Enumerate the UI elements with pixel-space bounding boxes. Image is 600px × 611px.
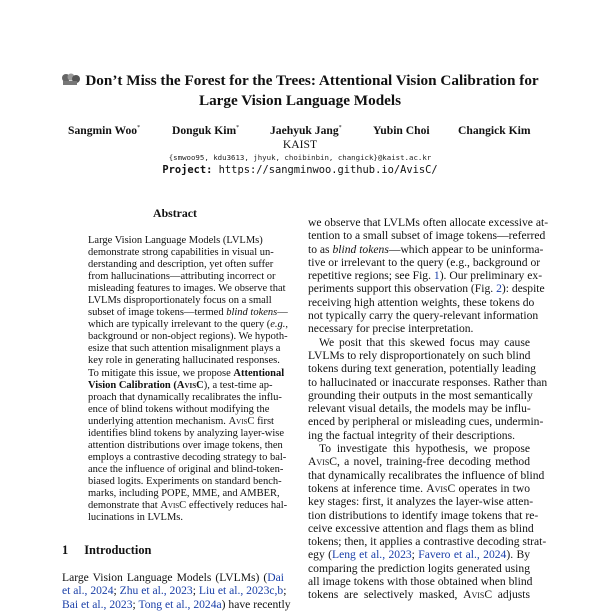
right-column-body bbox=[308, 216, 549, 602]
affiliation: KAIST bbox=[282, 138, 318, 151]
author-2: Donguk Kim* bbox=[172, 124, 240, 137]
text-span: ; bbox=[192, 584, 199, 598]
text-span: Attentional bbox=[233, 367, 285, 379]
citation-link[interactable]: et al., 2024 bbox=[62, 584, 114, 598]
text-span: ) have recently bbox=[221, 597, 291, 611]
citation-link[interactable]: 2 bbox=[496, 282, 502, 296]
citation-link[interactable]: Tong et al., 2024a bbox=[138, 597, 222, 611]
text-span: Large Vision Language Models (LVLMs) ( bbox=[62, 571, 268, 584]
text-line bbox=[88, 439, 283, 452]
text-span: necessary for precise interpretation. bbox=[308, 322, 474, 336]
text-line bbox=[88, 451, 287, 464]
text-line bbox=[308, 269, 543, 283]
text-span: Large Vision Language Models (LVLMs) bbox=[88, 235, 263, 246]
introduction-body bbox=[62, 571, 291, 611]
text-span: enced by peripheral or misleading cues, undermin- bbox=[308, 415, 544, 429]
text-line bbox=[308, 521, 534, 535]
text-line bbox=[88, 295, 272, 307]
text-span: employs a contrastive decoding strategy to bal- bbox=[88, 451, 287, 463]
text-line bbox=[308, 362, 536, 376]
text-span: subset of image tokens—termed bbox=[88, 307, 227, 319]
text-span: LVLMs disproportionately focus on a small bbox=[88, 295, 272, 307]
text-line bbox=[308, 309, 539, 323]
text-line bbox=[88, 331, 288, 343]
citation-link[interactable]: Zhu et al., 2023 bbox=[119, 584, 193, 598]
citation-link[interactable]: Bai et al., 2023 bbox=[62, 597, 133, 611]
text-span: esize that such attention misalignment plays a bbox=[88, 343, 281, 355]
text-span: relevant visual details, the models may be influ- bbox=[308, 402, 531, 416]
project-url[interactable]: https://sangminwoo.github.io/AvisC/ bbox=[218, 164, 438, 176]
text-span: — bbox=[277, 307, 288, 319]
text-span: grounding their outputs in the most semantically bbox=[308, 388, 533, 402]
text-line bbox=[88, 235, 262, 247]
author-emails: {smwoo95, kdu3613, jhyuk, choibinbin, changick}@kaist.ac.kr bbox=[168, 153, 432, 162]
text-line bbox=[308, 388, 533, 402]
text-span: blind tokens bbox=[332, 242, 389, 256]
text-span: periments support this observation (Fig. bbox=[308, 282, 497, 296]
text-span: egy ( bbox=[308, 548, 332, 562]
text-line bbox=[88, 512, 262, 524]
text-span: misleading features to images. We observe that bbox=[88, 283, 286, 295]
text-span: tokens are selectively masked, bbox=[308, 588, 464, 602]
text-span: AvisC bbox=[228, 415, 255, 427]
text-span: biased logits. Experiments on standard bench- bbox=[88, 475, 282, 487]
abstract-body bbox=[88, 235, 289, 524]
text-span: , a novel, training-free decoding method bbox=[337, 455, 530, 469]
text-span: tion distributions to identify image tokens that re- bbox=[308, 508, 539, 522]
text-line bbox=[308, 455, 530, 468]
text-line bbox=[88, 500, 288, 512]
text-line bbox=[308, 468, 545, 482]
citation-link[interactable]: 1 bbox=[433, 269, 440, 283]
text-line bbox=[308, 216, 549, 229]
text-span: lucinations in LVLMs. bbox=[88, 512, 183, 524]
text-line bbox=[308, 349, 530, 362]
text-span: attention distributions over image tokens, then bbox=[88, 439, 283, 451]
text-line bbox=[88, 319, 289, 331]
text-line bbox=[308, 575, 533, 589]
text-span: first bbox=[254, 415, 274, 427]
text-line bbox=[308, 535, 547, 549]
text-span: AvisC bbox=[426, 481, 456, 495]
text-span: ; bbox=[411, 548, 419, 562]
text-line bbox=[88, 427, 285, 440]
text-line bbox=[62, 584, 287, 598]
text-span: background or non-object regions). We hypoth- bbox=[88, 331, 288, 343]
text-line bbox=[88, 463, 284, 476]
citation-link[interactable]: Favero et al., 2024 bbox=[418, 548, 507, 562]
text-span: key role in generating hallucinated responses. bbox=[88, 355, 280, 367]
text-span: all image tokens with those obtained when blind bbox=[308, 575, 533, 589]
text-span: ; bbox=[283, 584, 287, 598]
text-span: tokens at inference time. bbox=[308, 481, 427, 495]
text-line bbox=[308, 242, 544, 256]
citation-link[interactable]: Dai bbox=[267, 571, 284, 584]
text-line bbox=[88, 271, 276, 283]
text-span: that dynamically recalibrates the influence of blind bbox=[308, 468, 545, 482]
text-span: underlying attention mechanism. bbox=[88, 415, 229, 427]
text-span: To mitigate this issue, we propose bbox=[88, 367, 234, 379]
text-line bbox=[88, 283, 286, 295]
text-line bbox=[308, 495, 534, 509]
text-span: key stages: first, it analyzes the layer-wise atten- bbox=[308, 495, 534, 509]
text-line bbox=[308, 282, 545, 296]
text-line bbox=[308, 442, 530, 455]
text-line bbox=[88, 367, 285, 380]
text-line bbox=[308, 562, 530, 575]
text-line bbox=[308, 588, 530, 601]
text-span: —which appear to be uninforma- bbox=[388, 242, 544, 256]
author-1: Sangmin Woo* bbox=[68, 124, 141, 137]
text-span: which are typically irrelevant to the query ( bbox=[88, 319, 271, 331]
text-span: AvisC bbox=[308, 455, 337, 469]
text-span: ) bbox=[203, 379, 208, 391]
text-line bbox=[88, 487, 280, 500]
text-line bbox=[308, 375, 548, 389]
text-span: AvisC bbox=[160, 500, 187, 512]
text-span: tention to a small subset of image tokens—referred bbox=[308, 229, 546, 243]
text-span: ceive excessive attention and flags them as blind bbox=[308, 521, 534, 535]
text-span: we observe that LVLMs often allocate excessive at- bbox=[308, 216, 549, 229]
text-line bbox=[62, 597, 291, 611]
title-line-1 bbox=[40, 71, 560, 91]
text-span: ing the factual integrity of their descriptions. bbox=[308, 428, 516, 442]
text-span: AvisC bbox=[176, 379, 204, 391]
citation-link[interactable]: Leng et al., 2023 bbox=[331, 548, 412, 562]
text-line bbox=[88, 343, 281, 355]
citation-link[interactable]: Liu et al., 2023c,b bbox=[198, 584, 284, 598]
text-span: tokens; then, it applies a contrastive decoding strat- bbox=[308, 535, 547, 549]
text-line bbox=[308, 508, 539, 522]
text-span: operates in two bbox=[455, 481, 530, 495]
text-line bbox=[88, 379, 273, 392]
project-label: Project: bbox=[162, 164, 213, 176]
abstract-heading: Abstract bbox=[153, 206, 197, 220]
text-span: e.g. bbox=[270, 319, 286, 331]
introduction-heading: 1 Introduction bbox=[62, 543, 152, 557]
text-span: blind tokens bbox=[226, 307, 278, 319]
text-span: effectively reduces hal- bbox=[186, 500, 288, 512]
text-line bbox=[88, 355, 280, 367]
text-span: ence of blind tokens without modifying the bbox=[88, 403, 270, 415]
text-span: , bbox=[285, 319, 289, 331]
text-span: tive or irrelevant to the query (e.g., background or bbox=[308, 255, 541, 269]
paper-title bbox=[40, 71, 560, 111]
text-span: LVLMs to rely disproportionately on such blind bbox=[308, 348, 531, 362]
text-span: adjusts bbox=[492, 588, 530, 602]
text-line bbox=[88, 259, 274, 271]
text-span: to as bbox=[308, 242, 333, 256]
text-span: ). Our preliminary ex- bbox=[439, 269, 543, 283]
text-span: AvisC bbox=[463, 588, 493, 602]
text-span: Vision Calibration ( bbox=[88, 379, 177, 391]
text-span: repetitive regions; see Fig. bbox=[308, 269, 434, 283]
author-3: Jaehyuk Jang* bbox=[270, 124, 342, 137]
text-line bbox=[308, 322, 530, 335]
text-span: demonstrate strong capabilities in visual un- bbox=[88, 247, 274, 259]
text-span: ): despite bbox=[501, 282, 545, 296]
text-span: from hallucinations—attributing incorrect or bbox=[88, 271, 276, 283]
text-span: ). By bbox=[506, 548, 531, 562]
text-span: ance the influence of original and blind-token- bbox=[88, 463, 284, 475]
text-line bbox=[62, 571, 284, 584]
text-span: to hallucinated or inaccurate responses. Rather than bbox=[308, 375, 548, 389]
text-line bbox=[88, 391, 282, 404]
text-span: identifies blind tokens by analyzing layer-wise bbox=[88, 427, 285, 439]
text-line bbox=[308, 255, 541, 269]
text-span: derstanding and description, yet often suffer bbox=[88, 259, 274, 271]
title-line-2: Large Vision Language Models bbox=[198, 92, 402, 109]
forest-trees-logo-icon bbox=[61, 72, 81, 86]
text-span: proach that dynamically recalibrates the influ- bbox=[88, 391, 282, 403]
text-span: receiving high attention weights, these tokens do bbox=[308, 295, 535, 309]
text-span: We posit that this skewed focus may cause bbox=[319, 335, 530, 349]
text-line bbox=[308, 548, 530, 561]
project-link[interactable] bbox=[0, 164, 600, 176]
text-line bbox=[308, 402, 530, 415]
text-span: marks, including POPE, MME, and AMBER, bbox=[88, 487, 280, 499]
text-span: ; bbox=[132, 597, 139, 611]
text-line bbox=[308, 429, 530, 442]
text-line bbox=[308, 482, 530, 495]
title-text-1: Don’t Miss the Forest for the Trees: Attentional Vision Calibration for bbox=[85, 72, 539, 89]
text-line bbox=[88, 247, 274, 259]
text-line bbox=[88, 403, 270, 416]
text-span: To investigate this hypothesis, we propose bbox=[319, 442, 530, 456]
text-line bbox=[308, 295, 535, 309]
text-span: demonstrate that bbox=[88, 500, 161, 512]
text-span: ; bbox=[113, 584, 120, 598]
text-line bbox=[88, 415, 274, 428]
text-line bbox=[308, 229, 546, 243]
text-line bbox=[88, 307, 288, 319]
author-5: Changick Kim bbox=[458, 124, 531, 137]
text-span: , a test-time ap- bbox=[207, 379, 273, 391]
author-4: Yubin Choi bbox=[373, 124, 430, 137]
text-span: comparing the prediction logits generated using bbox=[308, 561, 530, 575]
text-span: tokens during text generation, potentially leading bbox=[308, 362, 536, 376]
text-span: not typically carry the query-relevant information bbox=[308, 309, 539, 323]
text-line bbox=[88, 475, 282, 488]
text-line bbox=[308, 336, 530, 349]
text-line bbox=[308, 415, 544, 429]
